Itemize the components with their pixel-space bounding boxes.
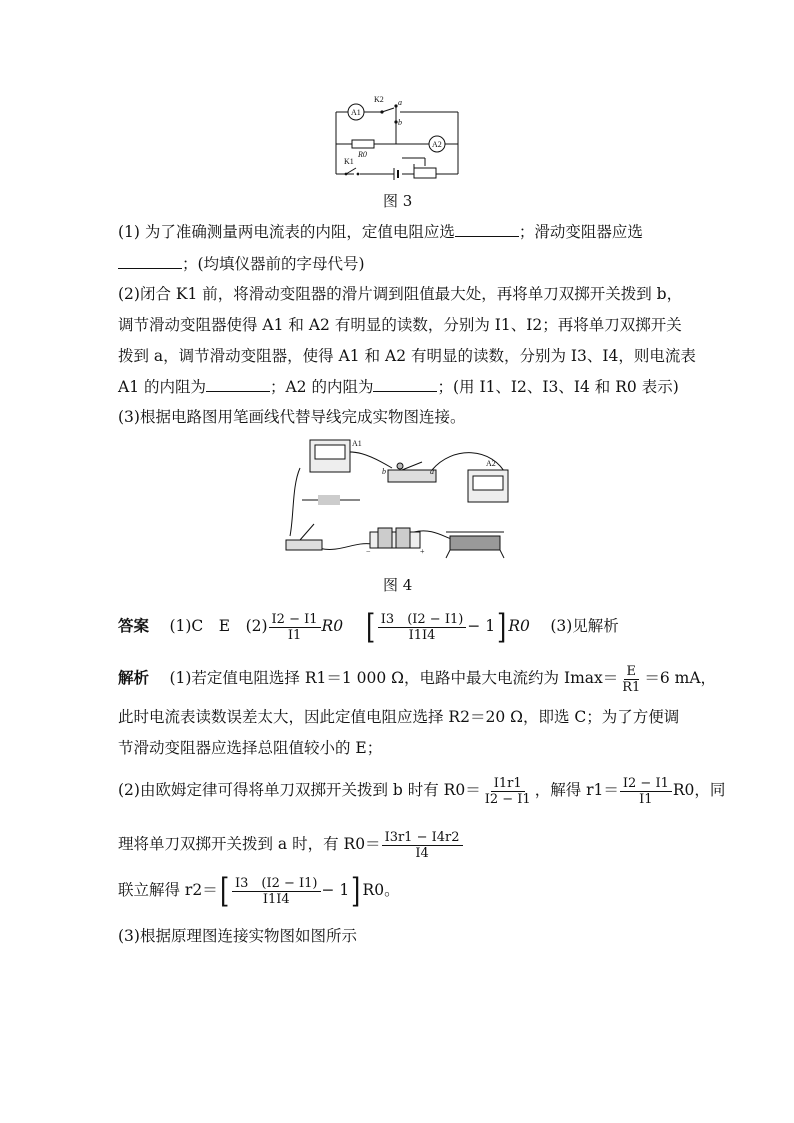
a1-device-label: A1 [352, 439, 362, 448]
analysis-line-3: 节滑动变阻器应选择总阻值较小的 E； [118, 739, 383, 757]
left-bracket: [ [365, 607, 375, 647]
fraction-denominator: R1 [622, 679, 641, 695]
question-2-line-4 [118, 377, 679, 397]
a2-device-label: A2 [486, 459, 496, 468]
left-bracket: [ [219, 871, 229, 911]
apparatus-illustration [282, 436, 522, 562]
r0-symbol: R0 [508, 617, 530, 635]
analysis-line-4 [118, 772, 725, 808]
switch-a-label: a [430, 467, 434, 476]
r0-label: R0 [358, 150, 367, 159]
analysis-text: R0，同 [672, 781, 726, 799]
analysis-line-6 [118, 871, 400, 911]
minus-one: − 1 [467, 617, 496, 635]
fraction-numerator: I1r1 [491, 776, 525, 792]
fraction-denominator: I4 [415, 845, 429, 861]
fraction [382, 830, 463, 861]
analysis-text: 理将单刀双掷开关拨到 a 时，有 R0＝ [118, 835, 381, 853]
q1-text-c: ；(均填仪器前的字母代号) [182, 255, 365, 273]
switch-b-label: b [382, 467, 386, 476]
analysis-line-7: (3)根据原理图连接实物图如图所示 [118, 927, 357, 945]
fraction [482, 776, 534, 807]
terminal-a-label: a [398, 98, 402, 107]
figure-4-caption: 图 4 [383, 576, 413, 594]
q1-text-a: (1) 为了准确测量两电流表的内阻，定值电阻应选 [118, 223, 455, 241]
answer-part-3: (3)见解析 [550, 617, 619, 635]
answer-blank [118, 254, 182, 269]
fraction-numerator: I3 (I2 − I1) [232, 876, 321, 892]
circuit-diagram [330, 92, 465, 182]
question-1 [118, 222, 643, 242]
a1-meter-label: A1 [351, 108, 361, 117]
answer-blank [206, 377, 270, 392]
q2-text-c: ；(用 I1、I2、I3、I4 和 R0 表示) [437, 378, 679, 396]
answer-line [118, 606, 619, 646]
q2-text-b: ；A2 的内阻为 [269, 378, 374, 396]
answer-label: 答案 [118, 616, 150, 635]
fraction [232, 876, 321, 907]
analysis-text: R0。 [362, 881, 400, 899]
question-1-cont [118, 254, 365, 274]
answer-part-1: (1)C E (2) [169, 617, 268, 635]
fraction-numerator: I2 − I1 [269, 612, 321, 628]
answer-blank [455, 222, 519, 237]
analysis-line-2: 此时电流表读数误差太大，因此定值电阻应选择 R2＝20 Ω，即选 C；为了方便调 [118, 708, 680, 726]
analysis-text: (1)若定值电阻选择 R1＝1 000 Ω，电路中最大电流约为 Imax＝ [169, 669, 619, 687]
analysis-label: 解析 [118, 668, 150, 687]
analysis-text: (2)由欧姆定律可得将单刀双掷开关拨到 b 时有 R0＝ [118, 781, 481, 799]
right-bracket: ] [351, 871, 361, 911]
question-2-line-1: (2)闭合 K1 前，将滑动变阻器的滑片调到阻值最大处，再将单刀双掷开关拨到 b， [118, 285, 683, 303]
fraction-denominator: I2 − I1 [484, 791, 531, 807]
r0-symbol: R0 [321, 617, 344, 635]
fraction [619, 664, 643, 695]
fraction-denominator: I1 [639, 791, 653, 807]
question-3: (3)根据电路图用笔画线代替导线完成实物图连接。 [118, 408, 466, 426]
analysis-line-1 [118, 660, 716, 696]
fraction-denominator: I1 [287, 627, 302, 643]
q1-text-b: ；滑动变阻器应选 [518, 223, 643, 241]
fraction-numerator: E [624, 664, 640, 680]
terminal-b-label: b [398, 118, 402, 127]
k2-label: K2 [374, 95, 384, 104]
fraction-numerator: I3r1 − I4r2 [382, 830, 463, 846]
analysis-text: ，解得 r1＝ [534, 781, 619, 799]
question-2-line-2: 调节滑动变阻器使得 A1 和 A2 有明显的读数，分别为 I1、I2；再将单刀双掷开关 [118, 316, 682, 334]
fraction-numerator: I3 (I2 − I1) [378, 612, 467, 628]
analysis-text: ＝6 mA， [644, 669, 717, 687]
analysis-line-5 [118, 826, 464, 862]
k1-label: K1 [344, 157, 354, 166]
q2-text-a: A1 的内阻为 [118, 378, 206, 396]
fraction-denominator: I1I4 [408, 627, 436, 643]
fraction [378, 612, 467, 643]
battery-minus-label: − [366, 547, 371, 556]
analysis-text: 联立解得 r2＝ [118, 881, 218, 899]
fraction [620, 776, 672, 807]
a2-meter-label: A2 [432, 140, 442, 149]
answer-blank [373, 377, 437, 392]
fraction-numerator: I2 − I1 [620, 776, 672, 792]
question-2-line-3: 拨到 a，调节滑动变阻器，使得 A1 和 A2 有明显的读数，分别为 I3、I4，则电流表 [118, 347, 696, 365]
figure-3-caption: 图 3 [383, 192, 413, 210]
minus-one: − 1 [321, 881, 350, 899]
fraction [269, 612, 321, 643]
battery-plus-label: + [420, 547, 425, 556]
right-bracket: ] [497, 607, 507, 647]
fraction-denominator: I1I4 [262, 891, 290, 907]
